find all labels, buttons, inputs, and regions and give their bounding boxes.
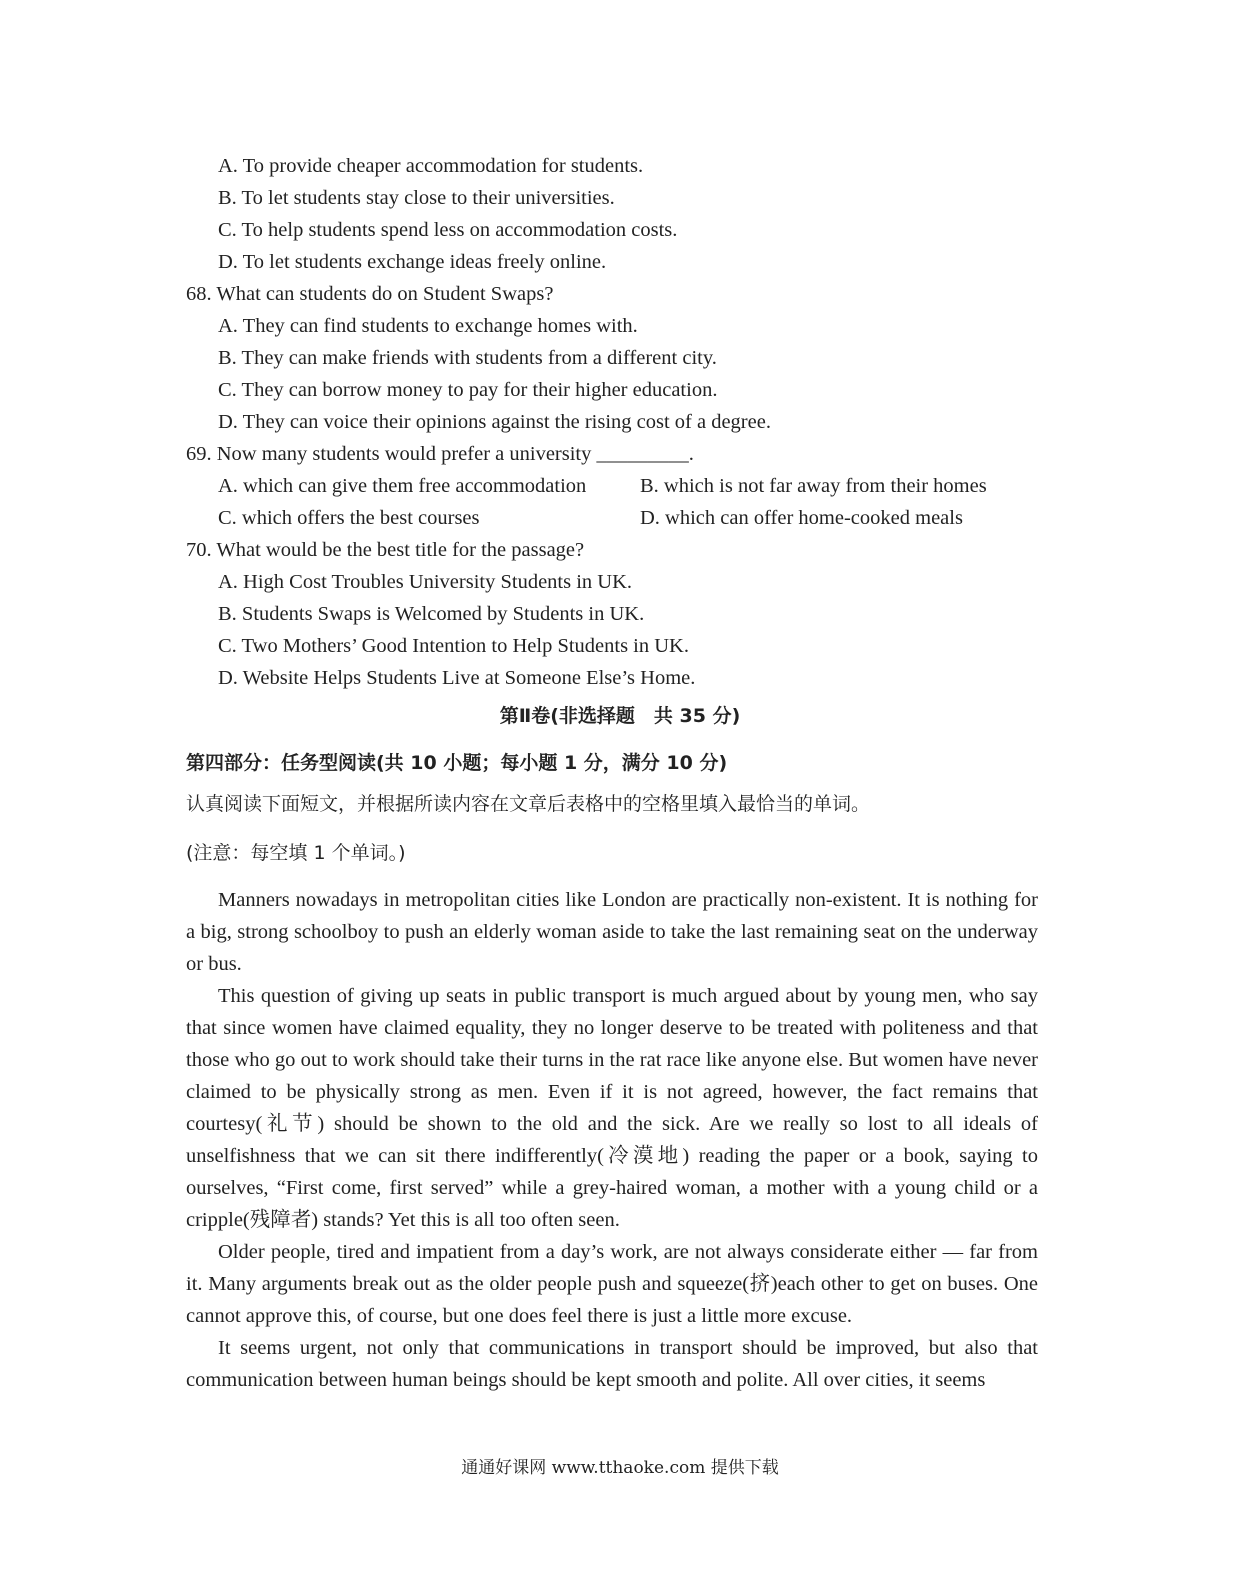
- q67-option-a: A. To provide cheaper accommodation for students.: [218, 155, 644, 177]
- q68-option-c: C. They can borrow money to pay for their higher education.: [218, 379, 718, 401]
- passage-paragraph-2: This question of giving up seats in public transport is much argued about by young men, who say that since women have claimed equality, they no longer deserve to be treated with politeness and that those who go out to work should take their turns in the rat race like anyone else. But women have never claimed to be physically strong as men. Even if it is not agreed, however, the fact remains that courtesy(礼节) should be shown to the old and the sick. Are we really so lost to all ideals of unselfishness that we can sit there indifferently(冷漠地) reading the paper or a book, saying to ourselves, “First come, first served” while a grey-haired woman, a mother with a young child or a cripple(残障者) stands? Yet this is all too often seen.: [186, 985, 1038, 1231]
- q69-stem: 69. Now many students would prefer a university _________.: [186, 443, 694, 465]
- q67-option-b: B. To let students stay close to their universities.: [218, 187, 615, 209]
- passage-paragraph-1: Manners nowadays in metropolitan cities like London are practically non-existent. It is nothing for a big, strong schoolboy to push an elderly woman aside to take the last remaining seat on the underway or bus.: [186, 889, 1038, 975]
- q69-option-b: B. which is not far away from their homes: [640, 475, 987, 497]
- q68-option-b: B. They can make friends with students from a different city.: [218, 347, 717, 369]
- instruction-text: 认真阅读下面短文，并根据所读内容在文章后表格中的空格里填入最恰当的单词。: [186, 793, 871, 815]
- q69-option-c: C. which offers the best courses: [218, 507, 480, 529]
- q70-option-a: A. High Cost Troubles University Students in UK.: [218, 571, 633, 593]
- q69-option-d: D. which can offer home-cooked meals: [640, 507, 963, 529]
- q69-option-a: A. which can give them free accommodation: [218, 475, 587, 497]
- passage-paragraph-3: Older people, tired and impatient from a day’s work, are not always considerate either — far from it. Many arguments break out as the older people push and squeeze(挤)each other to get on buses. One cannot approve this, of course, but one does feel there is just a little more excuse.: [186, 1241, 1038, 1327]
- q67-option-d: D. To let students exchange ideas freely online.: [218, 251, 607, 273]
- q70-stem: 70. What would be the best title for the passage?: [186, 539, 585, 561]
- q68-option-d: D. They can voice their opinions against the rising cost of a degree.: [218, 411, 771, 433]
- q68-option-a: A. They can find students to exchange homes with.: [218, 315, 638, 337]
- q68-stem: 68. What can students do on Student Swaps?: [186, 283, 554, 305]
- note-text: (注意：每空填 1 个单词。): [186, 842, 406, 864]
- section-title: 第Ⅱ卷(非选择题 共 35 分): [499, 705, 741, 727]
- passage-paragraph-4: It seems urgent, not only that communications in transport should be improved, but also that communication between human beings should be kept smooth and polite. All over cities, it seems: [186, 1337, 1038, 1391]
- q67-option-c: C. To help students spend less on accommodation costs.: [218, 219, 678, 241]
- page-footer: 通通好课网 www.tthaoke.com 提供下载: [461, 1458, 779, 1478]
- part-four-title: 第四部分：任务型阅读(共 10 小题；每小题 1 分，满分 10 分): [186, 752, 728, 774]
- q70-option-c: C. Two Mothers’ Good Intention to Help Students in UK.: [218, 635, 689, 657]
- q70-option-d: D. Website Helps Students Live at Someone Else’s Home.: [218, 667, 696, 689]
- q70-option-b: B. Students Swaps is Welcomed by Students in UK.: [218, 603, 645, 625]
